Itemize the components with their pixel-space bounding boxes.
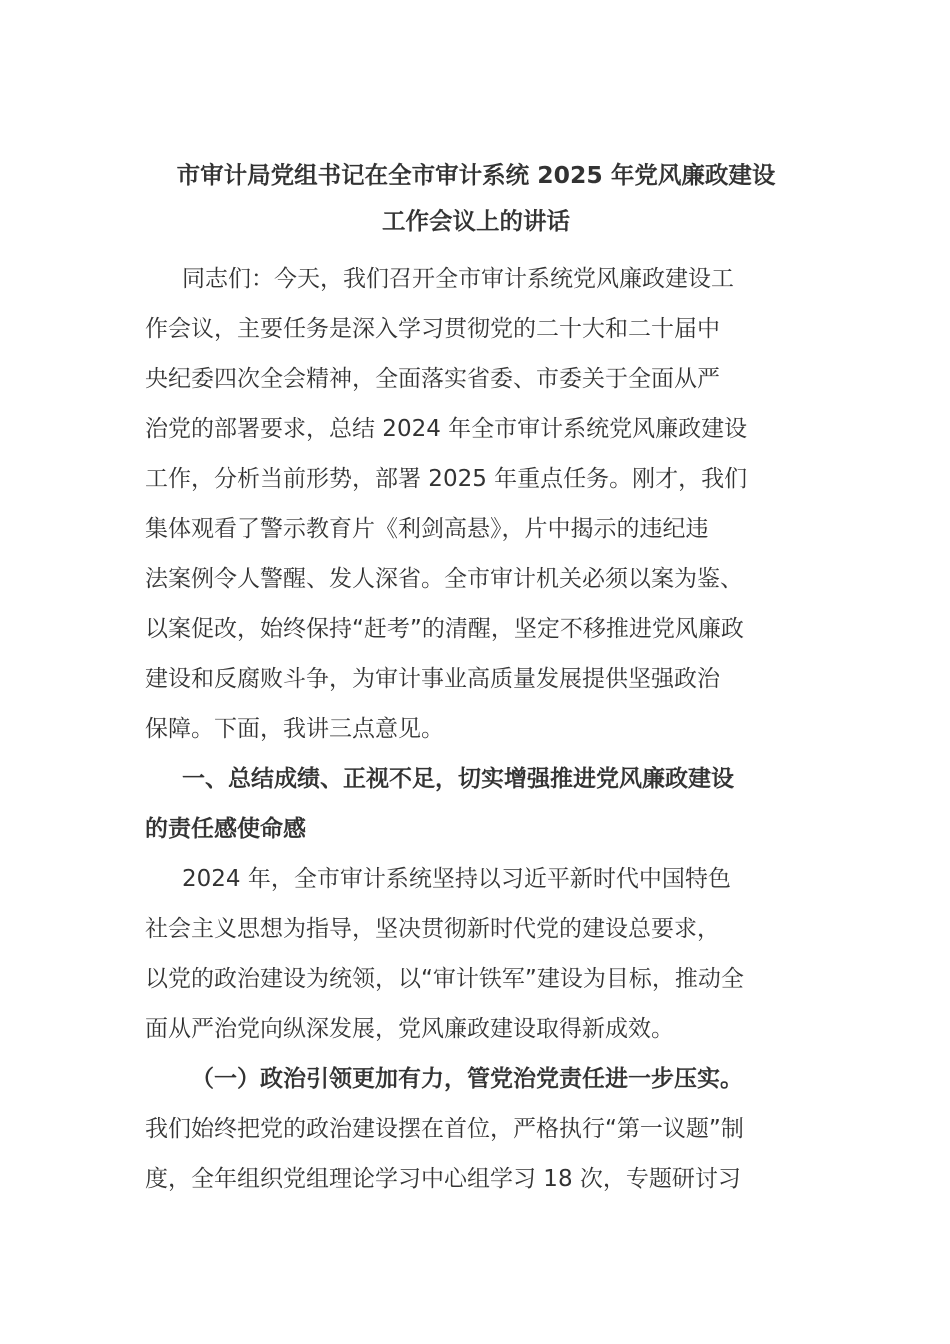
text-line: 我们始终把党的政治建设摆在首位，严格执行“第一议题”制	[145, 1116, 744, 1142]
text-line: 工作，分析当前形势，部署 2025 年重点任务。刚才，我们	[145, 466, 748, 492]
subsection-paragraph	[145, 1054, 807, 1204]
text-line: 建设和反腐败斗争，为审计事业高质量发展提供坚强政治	[145, 666, 720, 692]
text-line: 法案例令人警醒、发人深省。全市审计机关必须以案为鉴、	[145, 566, 743, 592]
text-line: 度，全年组织党组理论学习中心组学习 18 次，专题研讨习	[145, 1166, 741, 1192]
document-page	[145, 152, 807, 1204]
subsection-heading: （一）政治引领更加有力，管党治党责任进一步压实。	[191, 1066, 743, 1092]
heading-line: 一、总结成绩、正视不足，切实增强推进党风廉政建设	[182, 766, 734, 792]
heading-line: 的责任感使命感	[145, 816, 306, 842]
text-line: 集体观看了警示教育片《利剑高悬》，片中揭示的违纪违	[145, 516, 709, 542]
text-line: 2024 年，全市审计系统坚持以习近平新时代中国特色	[182, 866, 731, 892]
section-paragraph	[145, 854, 807, 1054]
text-line: 央纪委四次全会精神，全面落实省委、市委关于全面从严	[145, 366, 720, 392]
text-line: 社会主义思想为指导，坚决贯彻新时代党的建设总要求，	[145, 916, 720, 942]
text-line: 面从严治党向纵深发展，党风廉政建设取得新成效。	[145, 1016, 674, 1042]
text-line: 作会议，主要任务是深入学习贯彻党的二十大和二十届中	[145, 316, 720, 342]
document-title	[145, 152, 807, 244]
text-line: 保障。下面，我讲三点意见。	[145, 716, 444, 742]
text-line: 同志们：今天，我们召开全市审计系统党风廉政建设工	[182, 266, 734, 292]
text-line: 以案促改，始终保持“赶考”的清醒，坚定不移推进党风廉政	[145, 616, 744, 642]
section-heading	[145, 754, 807, 854]
text-line: 治党的部署要求，总结 2024 年全市审计系统党风廉政建设	[145, 416, 748, 442]
title-line: 市审计局党组书记在全市审计系统 2025 年党风廉政建设	[176, 161, 776, 189]
intro-paragraph	[145, 254, 807, 754]
title-line: 工作会议上的讲话	[382, 207, 570, 235]
text-line: 以党的政治建设为统领，以“审计铁军”建设为目标，推动全	[145, 966, 744, 992]
